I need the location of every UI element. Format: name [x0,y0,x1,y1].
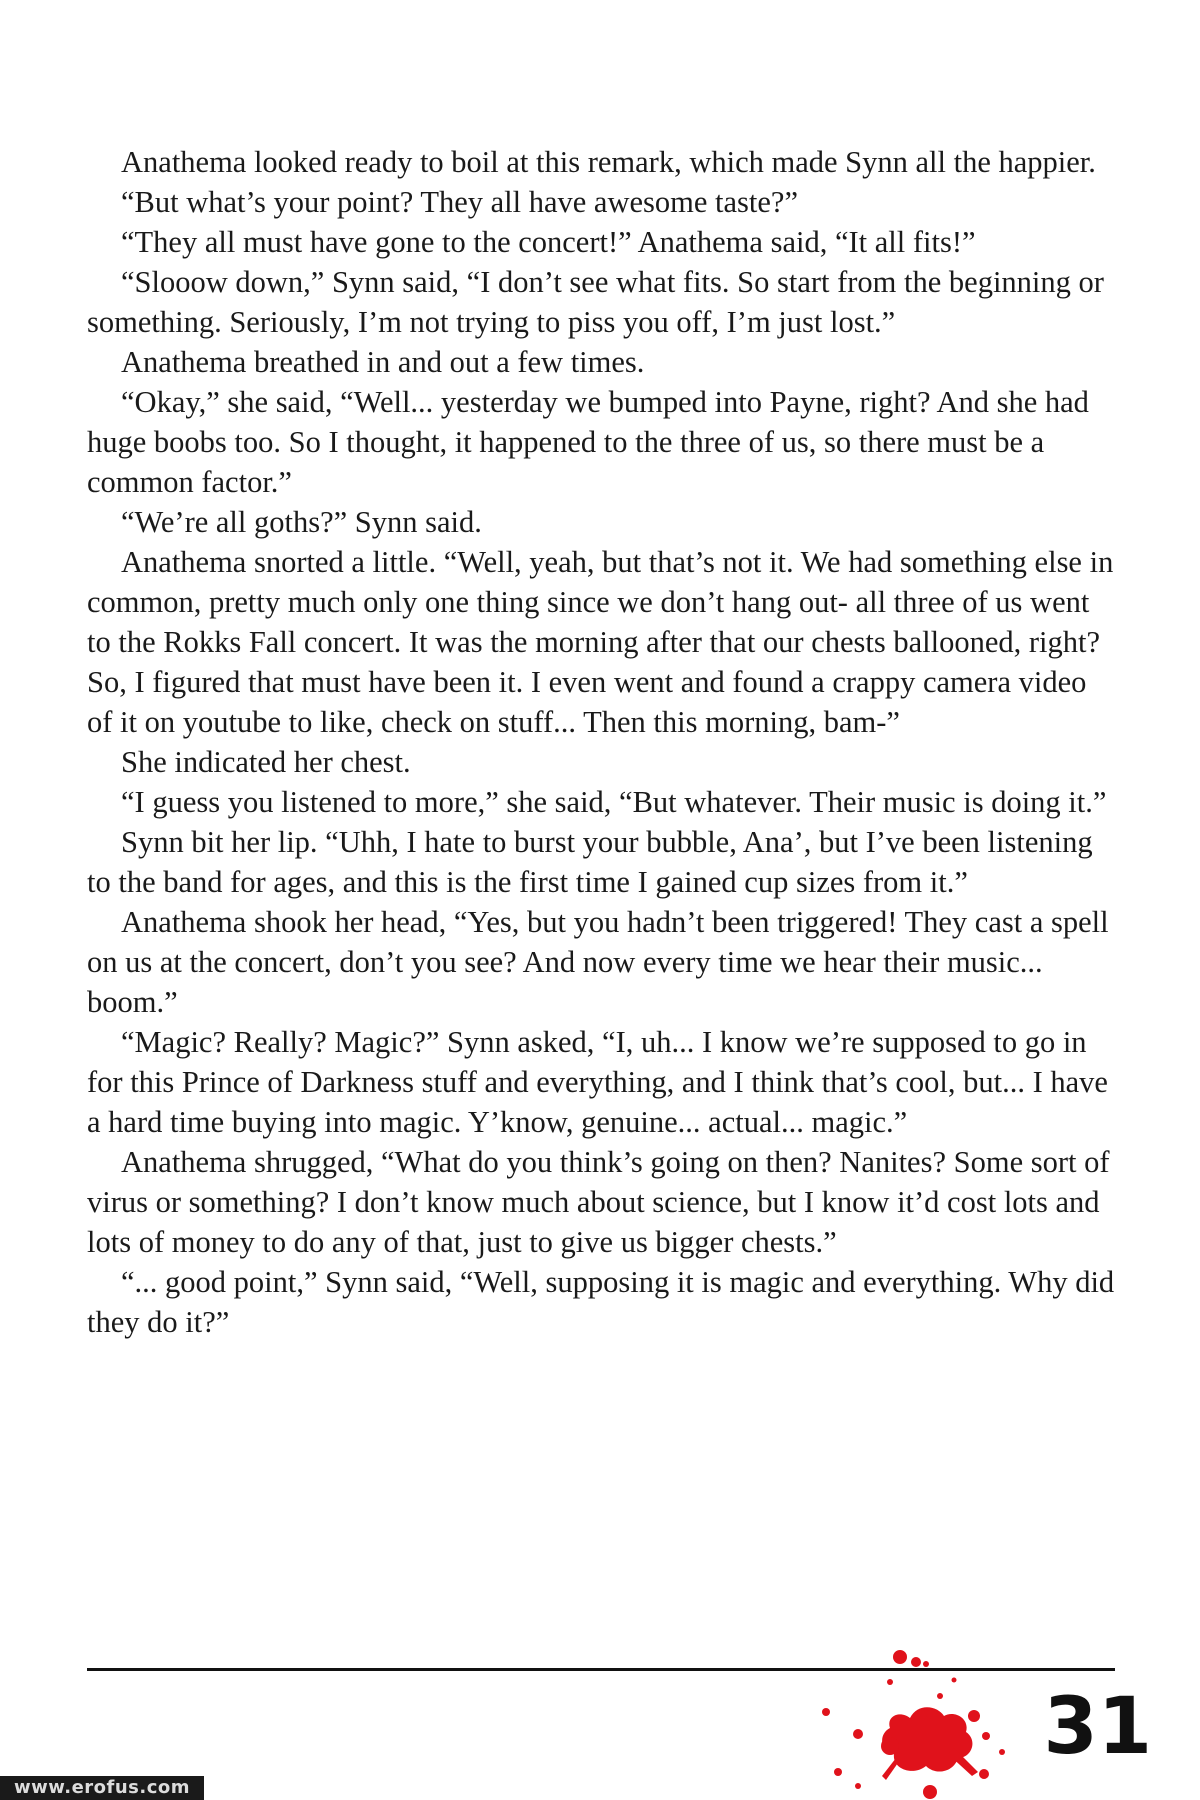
paragraph-11: Synn bit her lip. “Uhh, I hate to burst your bubble, Ana’, but I’ve been listening to the band for ages, and this is the first time I gained cup sizes from it.” [87,825,1093,899]
blood-splatter-icon [740,1640,1080,1800]
paragraph-14: Anathema shrugged, “What do you think’s going on then? Nanites? Some sort of virus or something? I don’t know much about science, but I know it’d cost lots and lots of money to do any of that, just to give us bigger chests.” [87,1145,1110,1259]
paragraph-2: “But what’s your point? They all have awesome taste?” [121,185,799,219]
paragraph-5: Anathema breathed in and out a few times. [121,345,645,379]
paragraph-15: “... good point,” Synn said, “Well, supposing it is magic and everything. Why did they do it?” [87,1265,1115,1339]
body-text [87,142,1117,1342]
paragraph-7: “We’re all goths?” Synn said. [121,505,482,539]
paragraph-3: “They all must have gone to the concert!” Anathema said, “It all fits!” [121,225,976,259]
page-number: 31 [1043,1682,1152,1772]
paragraph-10: “I guess you listened to more,” she said, “But whatever. Their music is doing it.” [121,785,1107,819]
paragraph-8: Anathema snorted a little. “Well, yeah, but that’s not it. We had something else in common, pretty much only one thing since we don’t hang out- all three of us went to the Rokks Fall concert. It was the morning after that our chests ballooned, right? So, I figured that must have been it. I even went and found a crappy camera video of it on youtube to like, check on stuff... Then this morning, bam-” [87,545,1114,739]
paragraph-12: Anathema shook her head, “Yes, but you hadn’t been triggered! They cast a spell on us at the concert, don’t you see? And now every time we hear their music... boom.” [87,905,1109,1019]
paragraph-1: Anathema looked ready to boil at this remark, which made Synn all the happier. [121,145,1096,179]
paragraph-6: “Okay,” she said, “Well... yesterday we bumped into Payne, right? And she had huge boobs too. So I thought, it happened to the three of us, so there must be a common factor.” [87,385,1089,499]
site-watermark: www.erofus.com [0,1776,204,1800]
paragraph-9: She indicated her chest. [121,745,411,779]
paragraph-13: “Magic? Really? Magic?” Synn asked, “I, uh... I know we’re supposed to go in for this Prince of Darkness stuff and everything, and I think that’s cool, but... I have a hard time buying into magic. Y’know, genuine... actual... magic.” [87,1025,1108,1139]
paragraph-4: “Slooow down,” Synn said, “I don’t see what fits. So start from the beginning or something. Seriously, I’m not trying to piss you off, I’m just lost.” [87,265,1104,339]
